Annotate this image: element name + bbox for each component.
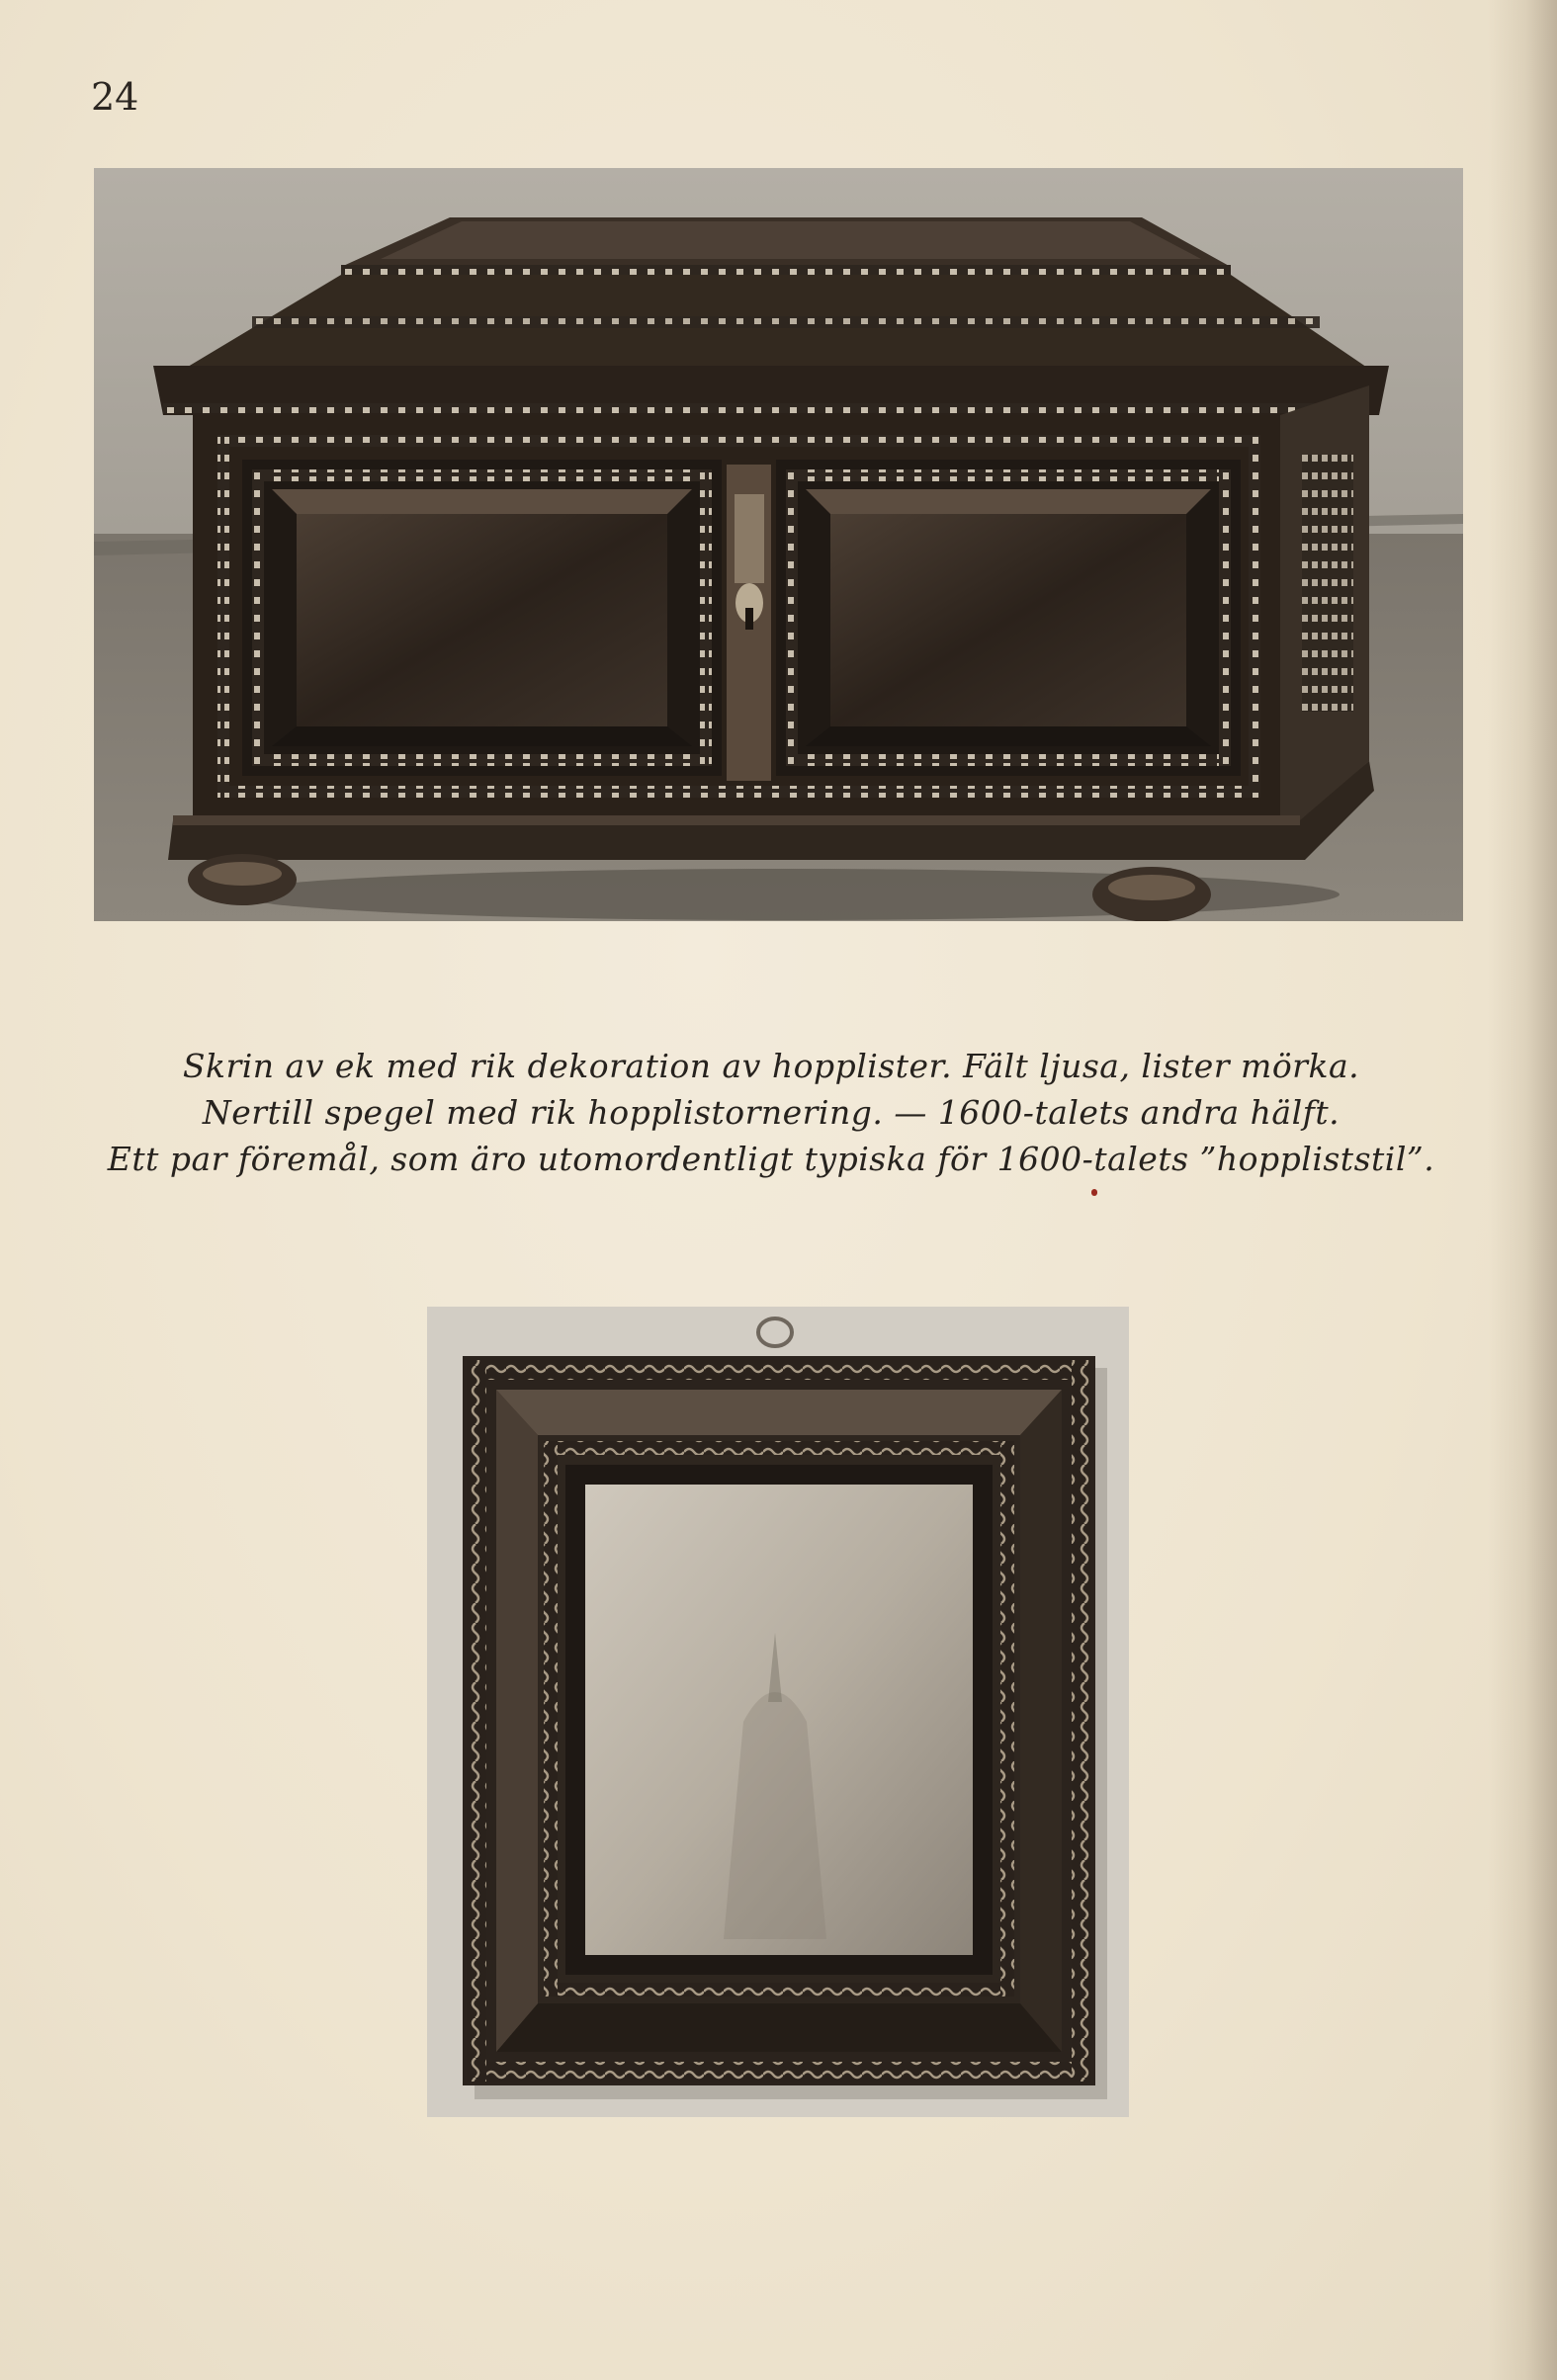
ink-mark	[1091, 1189, 1097, 1196]
mirror-photograph	[427, 1307, 1129, 2117]
caption-line: Ett par föremål, som äro utomordentligt typiska för 1600-talets ”hoppliststil”.	[107, 1140, 1435, 1178]
chest-photograph	[94, 168, 1463, 921]
spine-shadow	[1488, 0, 1557, 2380]
page-number: 24	[91, 75, 139, 119]
caption-line: Skrin av ek med rik dekoration av hopplister. Fält ljusa, lister mörka.	[182, 1047, 1360, 1085]
caption-line: Nertill spegel med rik hopplistornering. — 1600-talets andra hälft.	[202, 1093, 1341, 1132]
mirror-illustration	[427, 1307, 1129, 2117]
chest-illustration	[94, 168, 1463, 921]
figure-caption	[59, 1043, 1483, 1182]
